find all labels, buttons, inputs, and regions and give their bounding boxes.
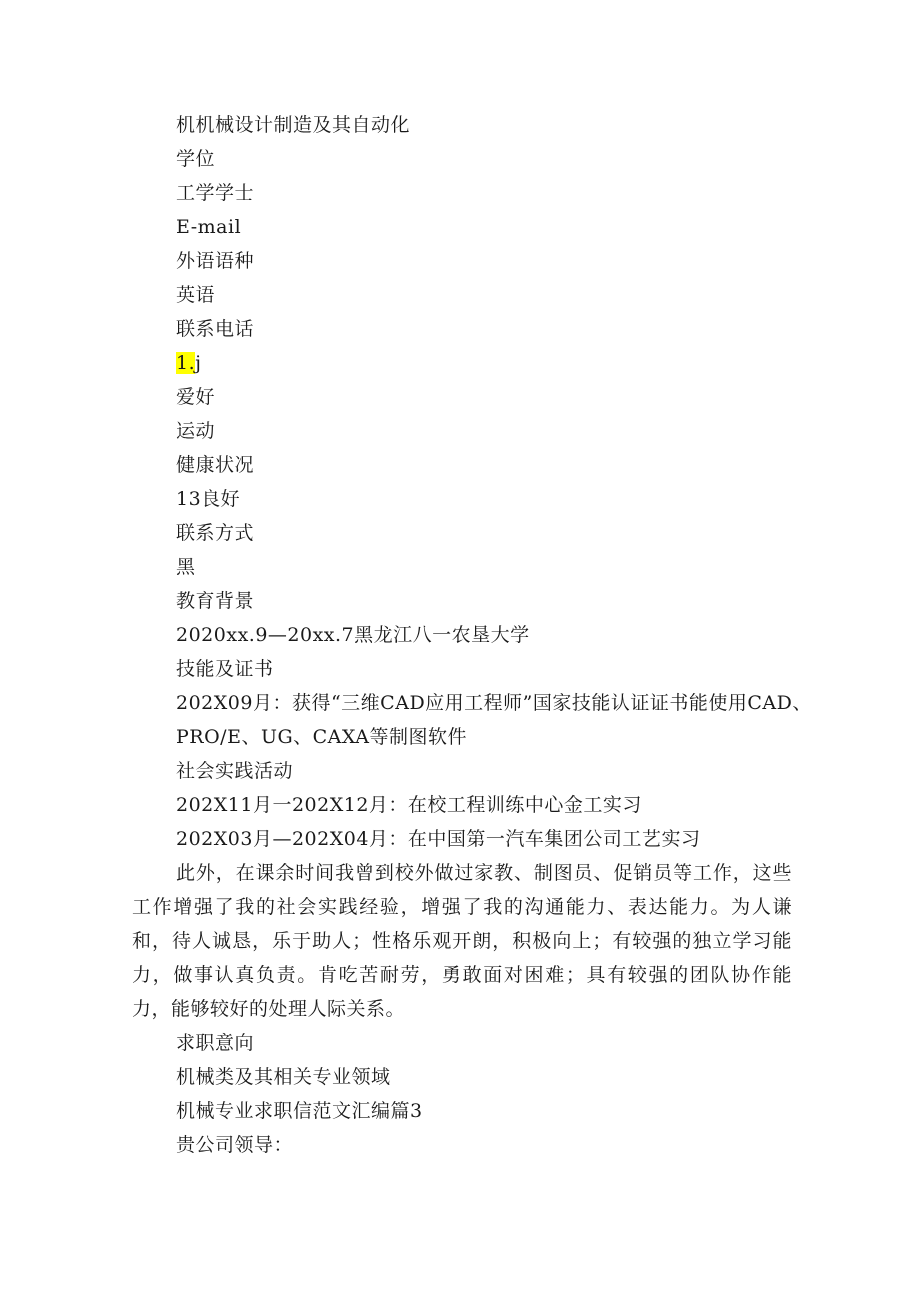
phone-value-rest: j <box>195 352 202 374</box>
closing-list <box>176 1026 796 1162</box>
language-value: 英语 <box>176 284 216 306</box>
job-intention-heading: 求职意向 <box>176 1032 255 1054</box>
practice-entry-1: 202X11月一202X12月：在校工程训练中心金工实习 <box>176 794 642 816</box>
health-label: 健康状况 <box>176 454 255 476</box>
self-evaluation-paragraph: 此外，在课余时间我曾到校外做过家教、制图员、促销员等工作，这些工作增强了我的社会实践经验，增强了我的沟通能力、表达能力。为人谦和，待人诚恳，乐于助人；性格乐观开朗，积极向上；有较强的独立学习能力，做事认真负责。肯吃苦耐劳，勇敢面对困难；具有较强的团队协作能力，能够较好的处理人际关系。 <box>132 862 792 1020</box>
job-intention-value: 机械类及其相关专业领域 <box>176 1066 391 1088</box>
resume-field-list <box>176 108 812 856</box>
major-text: 机机械设计制造及其自动化 <box>176 114 411 136</box>
phone-value <box>176 346 796 380</box>
practice-entry-2: 202X03月—202X04月：在中国第一汽车集团公司工艺实习 <box>176 828 701 850</box>
contact-value: 黑 <box>176 556 196 578</box>
language-label: 外语语种 <box>176 250 255 272</box>
hobby-label: 爱好 <box>176 386 216 408</box>
education-heading: 教育背景 <box>176 590 255 612</box>
skills-heading: 技能及证书 <box>176 658 274 680</box>
hobby-value: 运动 <box>176 420 216 442</box>
section-title: 机械专业求职信范文汇编篇3 <box>176 1100 423 1122</box>
health-value: 13良好 <box>176 488 241 510</box>
degree-value: 工学学士 <box>176 182 255 204</box>
skills-entry-2: PRO/E、UG、CAXA等制图软件 <box>176 726 467 748</box>
email-label: E-mail <box>176 216 242 238</box>
letter-salutation: 贵公司领导： <box>176 1134 294 1156</box>
contact-label: 联系方式 <box>176 522 255 544</box>
highlighted-text: 1. <box>176 352 196 374</box>
practice-heading: 社会实践活动 <box>176 760 294 782</box>
education-entry: 2020xx.9—20xx.7黑龙江八一农垦大学 <box>176 624 530 646</box>
phone-label: 联系电话 <box>176 318 255 340</box>
degree-label: 学位 <box>176 148 216 170</box>
skills-entry-1: 202X09月：获得“三维CAD应用工程师”国家技能认证证书能使用CAD、 <box>176 692 812 714</box>
